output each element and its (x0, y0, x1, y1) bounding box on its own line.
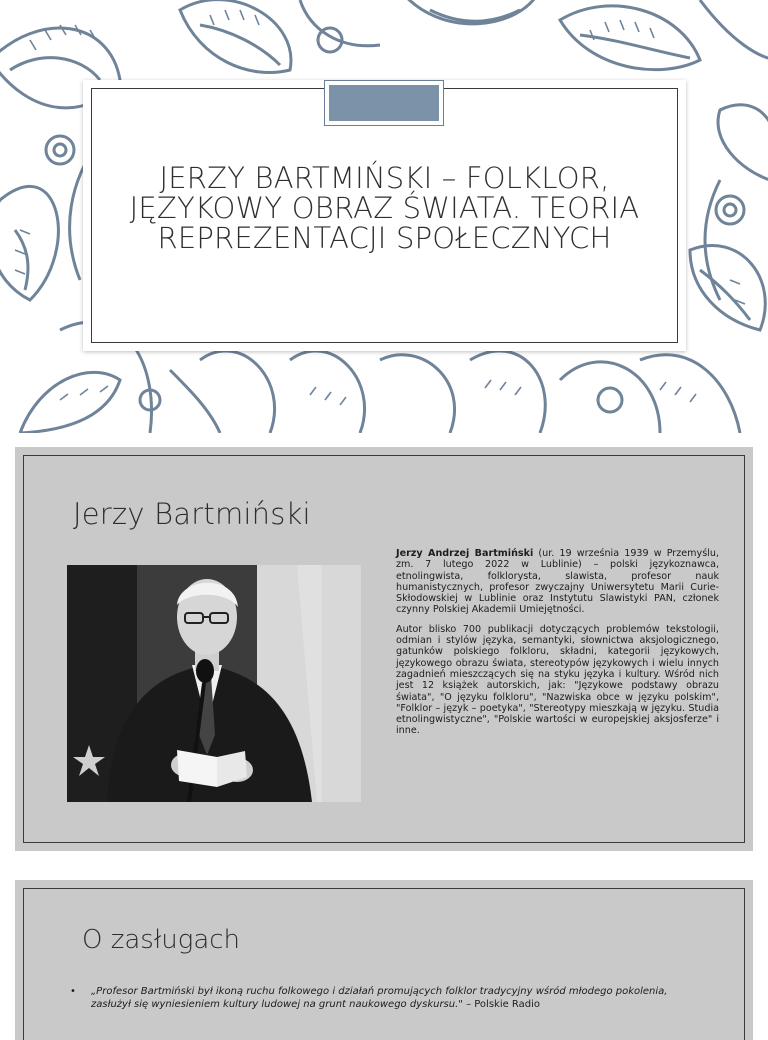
merits-slide-heading: O zasługach (82, 925, 241, 955)
merits-quote-item (70, 985, 670, 1011)
title-tab-fill (329, 85, 439, 121)
bio-name: Jerzy Andrzej Bartmiński (396, 548, 534, 559)
bullet-icon: • (70, 986, 76, 997)
title-slide (0, 0, 768, 433)
bio-paragraph-1-text: (ur. 19 września 1939 w Przemyślu, zm. 7 lutego 2022 w Lublinie) – polski językoznawca, etnolingwista, folklorysta, slawista, profesor nauk humanistycznych, profesor zwyczajny Uniwersytetu Marii Curie-Skłodowskiej w Lublinie oraz Instytutu Slawistyki PAN, członek czynny Polskiej Akademii Umiejętności. (396, 548, 720, 616)
title-tab-decoration (324, 80, 444, 126)
portrait-photo (67, 565, 361, 802)
bio-paragraph-2: Autor blisko 700 publikacji dotyczących problemów tekstologii, odmian i stylów języka, semantyki, słownictwa aksjologicznego, gatunków polskiego folkloru, składni, kategorii językowych, językowego obrazu świata, stereotypów językowych i wielu innych zagadnień mieszczących się na styku języka i kultury. Wśród nich jest 12 książek autorskich, jak: "Językowe podstawy obrazu świata", "O języku folkloru", "Nazwiska obce w języku polskim", "Folklor – język – poetyka", "Stereotypy mieszkają w języku. Studia etnolingwistyczne", "Polskie wartości w europejskiej aksjosferze" i inne. (396, 623, 719, 737)
bio-text (396, 548, 719, 745)
presentation-title: JERZY BARTMIŃSKI – FOLKLOR, JĘZYKOWY OBRAZ ŚWIATA. TEORIA REPREZENTACJI SPOŁECZNYCH (129, 161, 640, 255)
bio-slide-heading: Jerzy Bartmiński (73, 497, 311, 531)
merits-slide (15, 880, 753, 1040)
title-card (83, 80, 686, 351)
merits-quote-text (91, 985, 670, 1011)
portrait-illustration (67, 565, 361, 802)
merits-slide-border (23, 888, 745, 1040)
quote-italic: „Profesor Bartmiński był ikoną ruchu folkowego i działań promujących folklor tradycyjny wśród młodego pokolenia, zasłużył się wyniesieniem kultury ludowej na grunt naukowego dyskursu." (91, 986, 668, 1010)
bio-paragraph-1 (396, 548, 719, 616)
bio-slide (15, 447, 753, 851)
quote-source: – Polskie Radio (462, 999, 541, 1010)
